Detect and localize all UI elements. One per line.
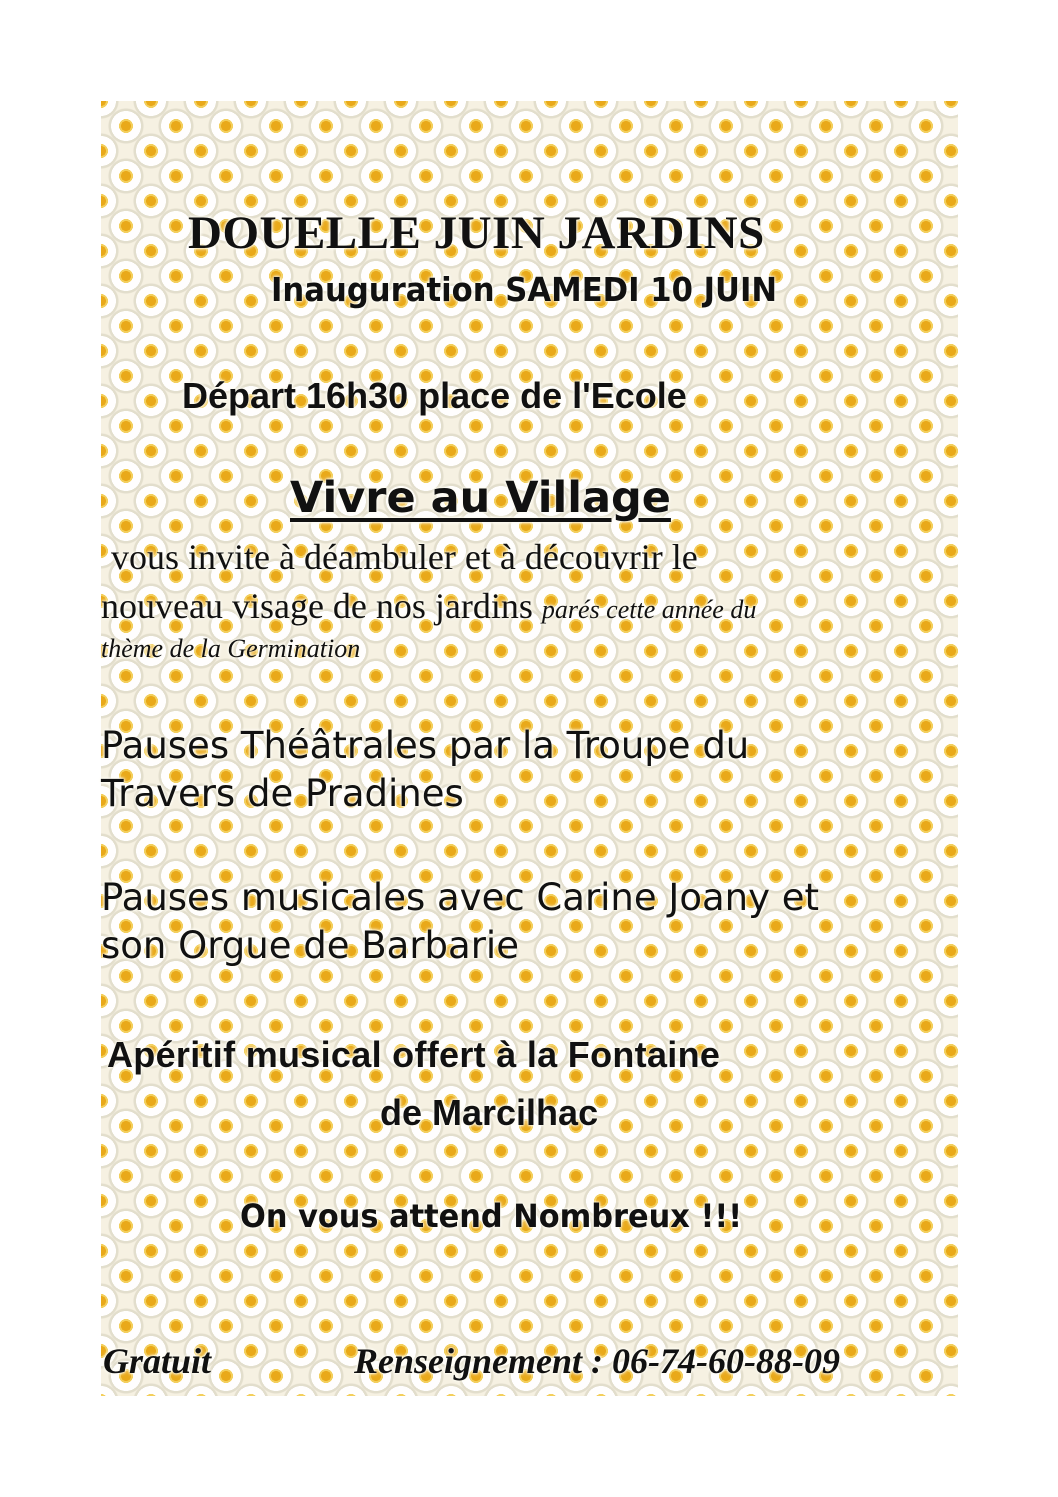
closing-message: On vous attend Nombreux !!! [240, 1197, 743, 1235]
flyer-title: DOUELLE JUIN JARDINS [188, 207, 765, 259]
aperitif-line-1: Apéritif musical offert à la Fontaine [107, 1034, 721, 1075]
footer-free: Gratuit [103, 1341, 212, 1381]
aperitif-line-2: de Marcilhac [380, 1092, 599, 1133]
footer-contact-info: Renseignement : 06-74-60-88-09 [354, 1341, 840, 1381]
invite-text-line-3: thème de la Germination [101, 634, 361, 663]
invite-text-italic: parés cette année du [541, 595, 757, 624]
invite-text-main: nouveau visage de nos jardins [101, 586, 542, 626]
organizer-name: Vivre au Village [290, 473, 671, 523]
invite-text-line-2 [101, 585, 756, 627]
music-line-1: Pauses musicales avec Carine Joany et [101, 876, 820, 919]
theatre-line-2: Travers de Pradines [101, 772, 464, 815]
flyer-subtitle: Inauguration SAMEDI 10 JUIN [271, 270, 778, 309]
departure-info: Départ 16h30 place de l'Ecole [182, 375, 687, 416]
music-line-2: son Orgue de Barbarie [101, 924, 519, 967]
invite-text-line-1: vous invite à déambuler et à découvrir le [111, 537, 698, 577]
theatre-line-1: Pauses Théâtrales par la Troupe du [101, 724, 750, 767]
